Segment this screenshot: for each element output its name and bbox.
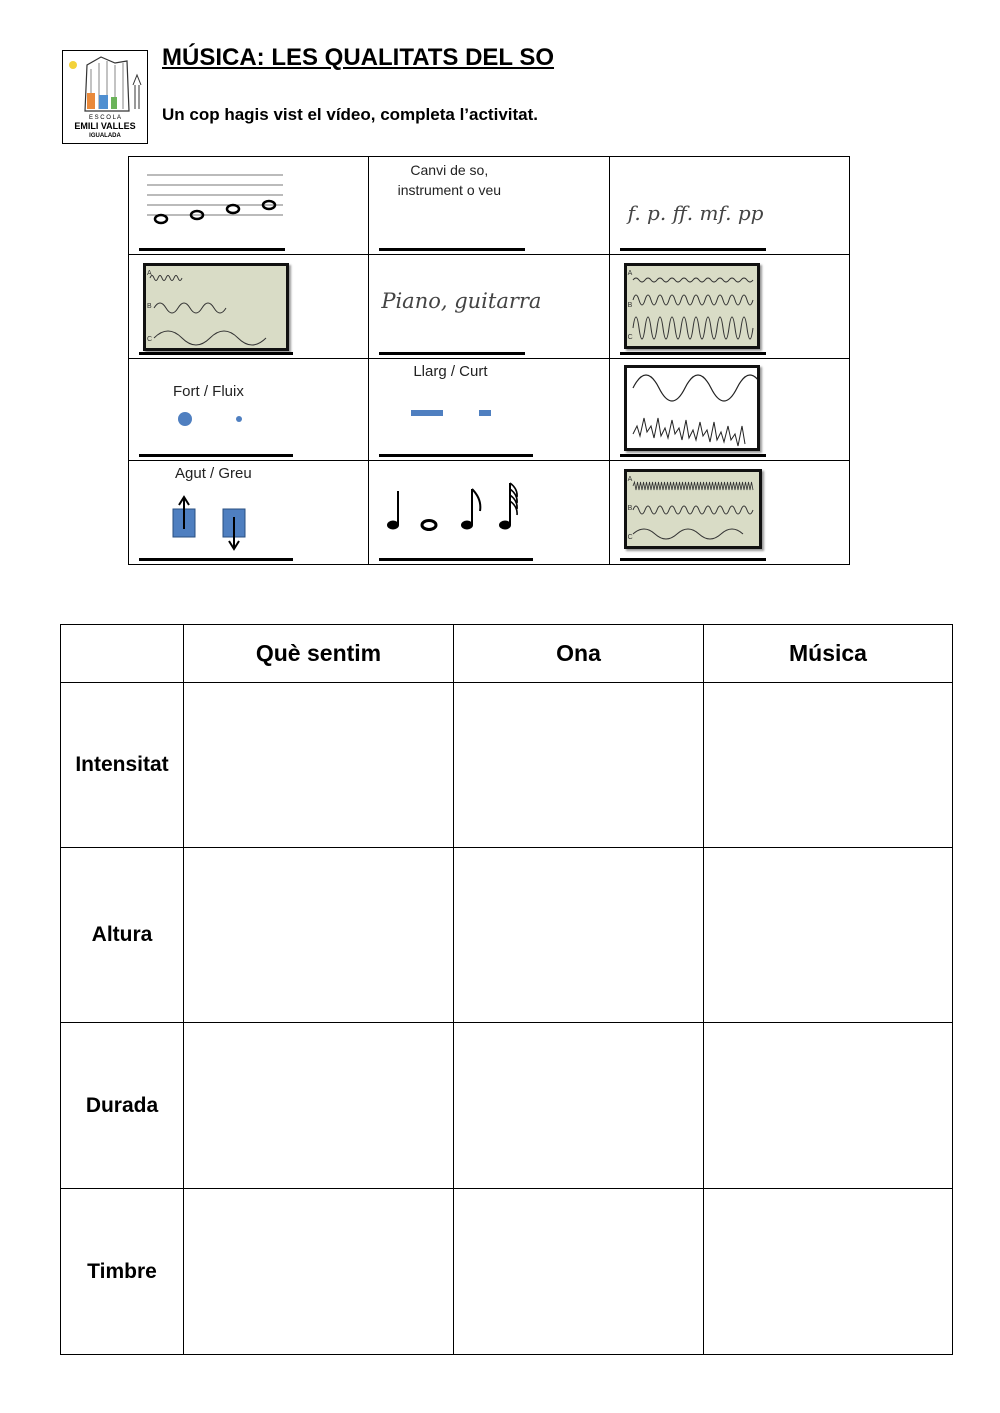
school-building-logo-icon [63,51,147,143]
answer-cell[interactable] [704,683,953,848]
svg-text:E S C O L A: E S C O L A [88,115,122,121]
channel-label: B [627,302,633,309]
channel-label: A [627,270,633,277]
concept-cards-grid [128,156,850,565]
channel-label: B [627,505,633,512]
row-label-altura: Altura [61,848,184,1023]
answer-cell[interactable] [184,1189,454,1355]
header-ona: Ona [454,625,704,683]
card-text: Fort / Fluix [173,383,244,400]
note-durations-icon [381,479,531,535]
channel-label: A [147,270,152,277]
row-label-intensitat: Intensitat [61,683,184,848]
table-row [61,683,953,848]
channel-label: A [627,476,633,483]
card-staff-notes [129,157,369,255]
table-row [61,848,953,1023]
row-label-durada: Durada [61,1023,184,1189]
answer-cell[interactable] [454,1189,704,1355]
header-musica: Música [704,625,953,683]
card-high-low [129,461,369,565]
card-text: instrument o veu [397,182,502,198]
channel-label: B [147,303,152,310]
musical-staff-icon [143,171,283,231]
waveform-icon [624,365,760,451]
answer-blank [139,248,285,251]
answer-blank [620,454,766,457]
answer-blank [620,352,766,355]
instructions: Un cop hagis vist el vídeo, completa l’activitat. [162,105,538,124]
dash-length-icon [409,407,499,421]
channel-label: C [147,336,153,343]
answer-blank [139,352,293,355]
card-oscilloscope-pitch [609,461,849,565]
answer-blank [139,454,293,457]
header-que-sentim: Què sentim [184,625,454,683]
card-instrument-change [369,157,609,255]
table-row [61,1023,953,1189]
answer-blank [139,558,293,561]
answer-cell[interactable] [454,1023,704,1189]
card-loud-soft [129,359,369,461]
answer-blank [379,352,525,355]
answer-cell[interactable] [454,683,704,848]
row-label-timbre: Timbre [61,1189,184,1355]
answer-cell[interactable] [184,848,454,1023]
answer-blank [379,558,533,561]
answer-cell[interactable] [454,848,704,1023]
oscilloscope-icon [624,469,762,549]
answer-cell[interactable] [704,848,953,1023]
answer-cell[interactable] [704,1023,953,1189]
svg-text:EMILI VALLES: EMILI VALLES [74,121,136,131]
oscilloscope-icon [624,263,760,349]
page-title: MÚSICA: LES QUALITATS DEL SO [162,44,555,71]
answer-blank [620,248,766,251]
svg-text:IGUALADA: IGUALADA [89,133,121,139]
answer-blank [379,248,525,251]
oscilloscope-icon [143,263,289,351]
card-long-short [369,359,609,461]
channel-label: C [627,334,633,341]
card-dynamics [609,157,849,255]
qualities-table [60,624,953,1355]
header-empty [61,625,184,683]
card-text: Agut / Greu [175,465,252,482]
card-oscilloscope-frequency [129,255,369,359]
answer-blank [620,558,766,561]
school-logo [62,50,148,144]
high-low-arrows-icon [169,493,259,553]
card-text: Llarg / Curt [413,363,488,380]
dynamics-markings: f. p. ff. mf. pp [627,201,764,225]
card-note-values [369,461,609,565]
card-text: Canvi de so, [410,162,489,178]
table-row [61,1189,953,1355]
channel-label: C [627,534,633,541]
answer-blank [379,454,533,457]
instruments-text: Piano, guitarra [381,289,542,313]
answer-cell[interactable] [184,1023,454,1189]
answer-cell[interactable] [704,1189,953,1355]
card-wave-shapes [609,359,849,461]
answer-cell[interactable] [184,683,454,848]
card-oscilloscope-amplitude [609,255,849,359]
dots-size-icon [173,407,253,431]
card-instruments [369,255,609,359]
